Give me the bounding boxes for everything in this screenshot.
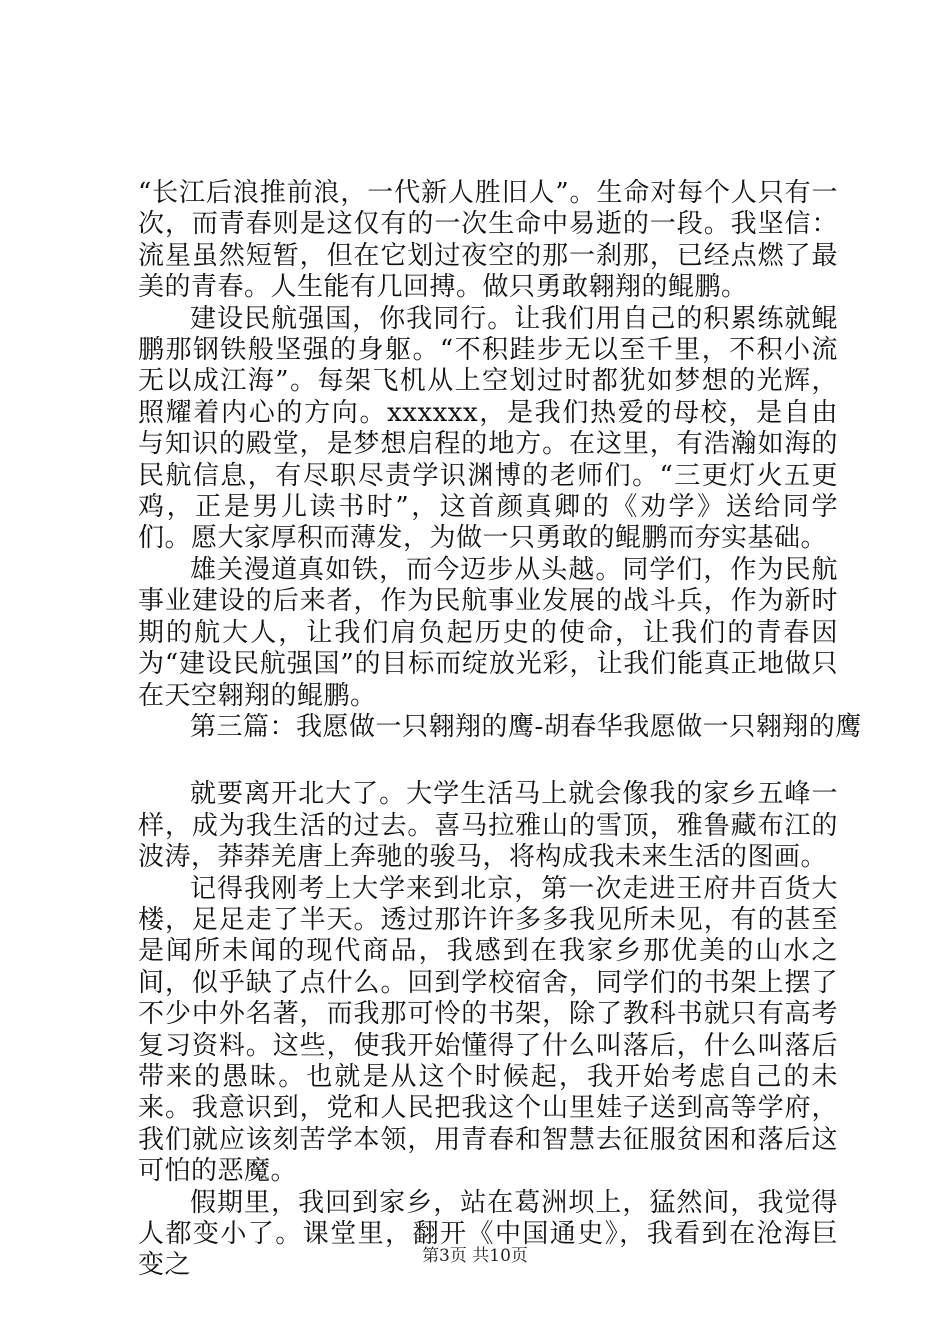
body-text: [138, 178, 862, 1282]
paragraph-build-aviation: 建设民航强国，你我同行。让我们用自己的积累练就鲲鹏那钢铁般坚强的身躯。“不积跬步无以至千里，不积小流无以成江海”。每架飞机从上空划过时都犹如梦想的光辉，照耀着内心的方向。xxxxxx，是我们热爱的母校，是自由与知识的殿堂，是梦想启程的地方。在这里，有浩瀚如海的民航信息，有尽职尽责学识渊博的老师们。“三更灯火五更鸡，正是男儿读书时”，这首颜真卿的《劝学》送给同学们。愿大家厚积而薄发，为做一只勇敢的鲲鹏而夯实基础。: [138, 303, 838, 554]
page-footer: 第3页 共10页: [422, 1246, 528, 1266]
paragraph-holiday: 假期里，我回到家乡，站在葛洲坝上，猛然间，我觉得人都变小了。课堂里，翻开《中国通史》，我看到在沧海巨变之: [138, 1187, 838, 1281]
paragraph-leaving-pku: 就要离开北大了。大学生活马上就会像我的家乡五峰一样，成为我生活的过去。喜马拉雅山的雪顶，雅鲁藏布江的波涛，莽莽羌唐上奔驰的骏马，将构成我未来生活的图画。: [138, 779, 838, 873]
paragraph-mission: 雄关漫道真如铁，而今迈步从头越。同学们，作为民航事业建设的后来者，作为民航事业发展的战斗兵，作为新时期的航大人，让我们肩负起历史的使命，让我们的青春因为“建设民航强国”的目标而绽放光彩，让我们能真正地做只在天空翱翔的鲲鹏。: [138, 554, 838, 711]
paragraph-beijing-memory: 记得我刚考上大学来到北京，第一次走进王府井百货大楼，足足走了半天。透过那许许多多我见所未见，有的甚至是闻所未闻的现代商品，我感到在我家乡那优美的山水之间，似乎缺了点什么。回到学校宿舍，同学们的书架上摆了不少中外名著，而我那可怜的书架，除了教科书就只有高考复习资料。这些，使我开始懂得了什么叫落后，什么叫落后带来的愚昧。也就是从这个时候起，我开始考虑自己的未来。我意识到，党和人民把我这个山里娃子送到高等学府，我们就应该刻苦学本领，用青春和智慧去征服贫困和落后这可怕的恶魔。: [138, 873, 838, 1187]
paragraph-youth-meteor: “长江后浪推前浪，一代新人胜旧人”。生命对每个人只有一次，而青春则是这仅有的一次生命中易逝的一段。我坚信：流星虽然短暂，但在它划过夜空的那一刹那，已经点燃了最美的青春。人生能有几回搏。做只勇敢翱翔的鲲鹏。: [138, 178, 838, 303]
blank-line: [138, 743, 838, 779]
section-heading: 第三篇：我愿做一只翱翔的鹰-胡春华我愿做一只翱翔的鹰: [190, 711, 862, 742]
